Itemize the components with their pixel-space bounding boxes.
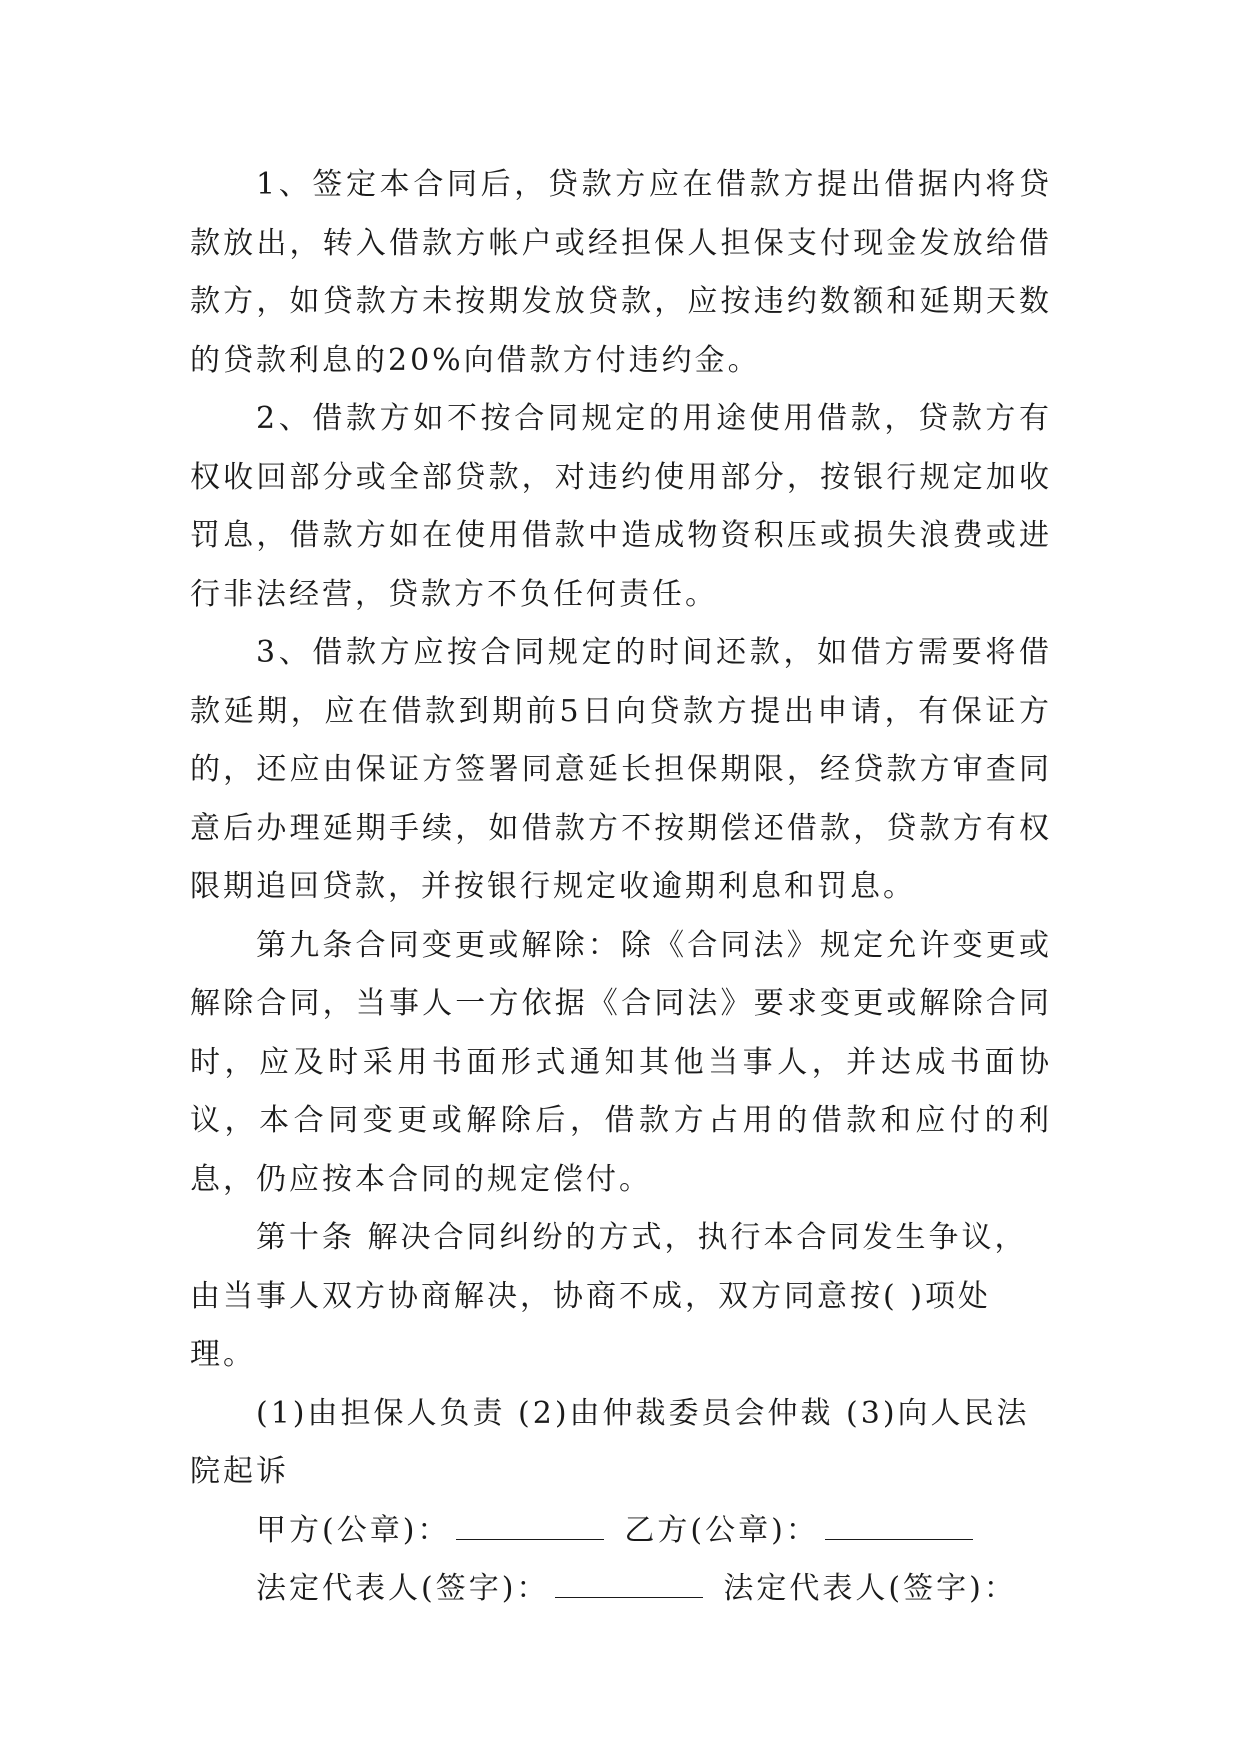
legal-rep-line [190, 1560, 1052, 1619]
legal-rep-b-label: 法定代表人(签字)： [723, 1571, 1017, 1606]
party-b-seal-label: 乙方(公章)： [624, 1512, 819, 1548]
party-a-seal-blank[interactable] [456, 1511, 604, 1540]
clause-1-paragraph: 1、签定本合同后，贷款方应在借款方提出借据内将贷款放出，转入借款方帐户或经担保人担保支付现金发放给借款方，如贷款方未按期发放贷款，应按违约数额和延期天数的贷款利息的20%向借款方付违约金。 [190, 167, 1052, 378]
article-9-paragraph: 第九条合同变更或解除：除《合同法》规定允许变更或解除合同，当事人一方依据《合同法》要求变更或解除合同时，应及时采用书面形式通知其他当事人，并达成书面协议，本合同变更或解除后，借款方占用的借款和应付的利息，仍应按本合同的规定偿付。 [190, 927, 1052, 1197]
legal-rep-a-label: 法定代表人(签字)： [256, 1571, 550, 1606]
clause-2-paragraph: 2、借款方如不按合同规定的用途使用借款，贷款方有权收回部分或全部贷款，对违约使用部分，按银行规定加收罚息，借款方如在使用借款中造成物资积压或损失浪费或进行非法经营，贷款方不负任何责任。 [190, 401, 1052, 612]
party-a-seal-label: 甲方(公章)： [256, 1512, 451, 1548]
party-b-seal-blank[interactable] [825, 1511, 973, 1540]
document-body [190, 156, 1052, 1619]
dispute-options-paragraph: (1)由担保人负责 (2)由仲裁委员会仲裁 (3)向人民法院起诉 [190, 1395, 1030, 1489]
legal-rep-a-blank[interactable] [555, 1569, 703, 1598]
clause-3-paragraph: 3、借款方应按合同规定的时间还款，如借方需要将借款延期，应在借款到期前5日向贷款方提出申请，有保证方的，还应由保证方签署同意延长担保期限，经贷款方审查同意后办理延期手续，如借款方不按期偿还借款，贷款方有权限期追回贷款，并按银行规定收逾期利息和罚息。 [190, 635, 1052, 904]
party-seal-line [190, 1502, 1052, 1561]
article-10-paragraph: 第十条 解决合同纠纷的方式，执行本合同发生争议，由当事人双方协商解决，协商不成，双方同意按( )项处理。 [190, 1220, 1028, 1372]
